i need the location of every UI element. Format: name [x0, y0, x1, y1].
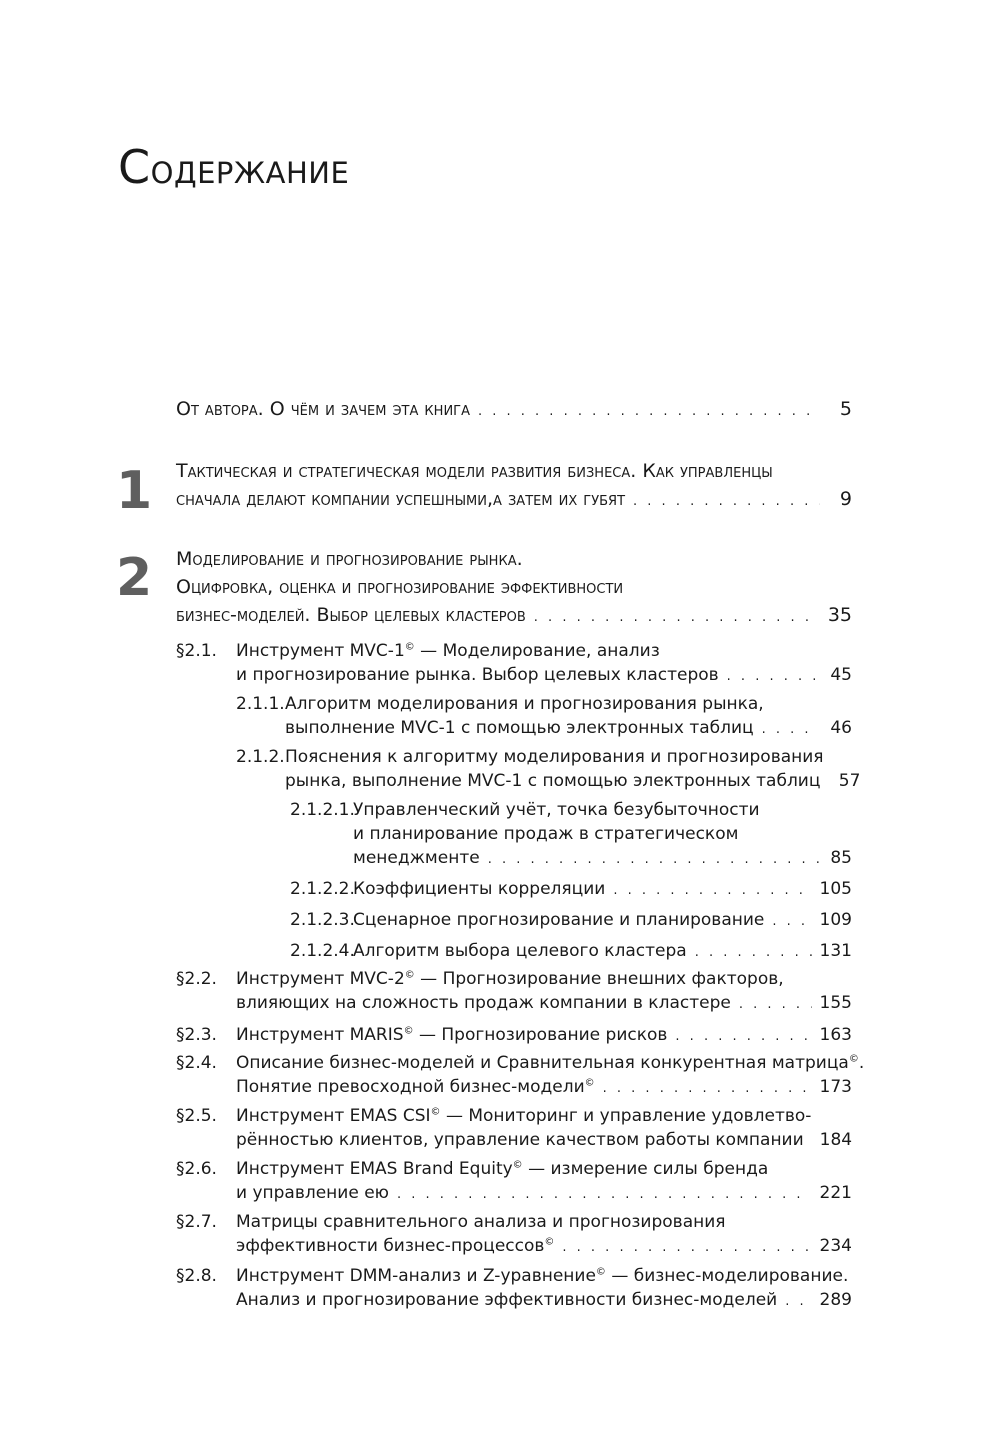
toc-entry-text: рынка, выполнение MVC-1 с помощью электронных таблиц — [285, 771, 821, 791]
section-number: 2.1.2.1. — [290, 800, 355, 820]
leader-dots — [613, 883, 811, 898]
toc-page-number: 163 — [819, 1025, 852, 1045]
toc-entry-2-3[interactable] — [236, 1025, 852, 1045]
toc-entry-text: Алгоритм моделирования и прогнозирования рынка, — [285, 694, 764, 714]
toc-entry-text: Инструмент EMAS CSI© — Мониторинг и управление удовлетво- — [236, 1106, 812, 1126]
section-number: §2.5. — [176, 1106, 217, 1126]
toc-entry-text: и управление ею — [236, 1183, 389, 1203]
toc-entry-chapter-1[interactable] — [176, 488, 852, 510]
toc-page-number: 5 — [839, 398, 852, 420]
toc-entry-text: Инструмент EMAS Brand Equity© — измерение силы бренда — [236, 1159, 769, 1179]
toc-entry-text: Матрицы сравнительного анализа и прогнозирования — [236, 1212, 726, 1232]
section-number: §2.3. — [176, 1025, 217, 1045]
leader-dots — [695, 945, 812, 960]
leader-dots — [785, 1294, 811, 1309]
toc-page-number: 35 — [827, 604, 852, 626]
chapter-number: 1 — [116, 461, 153, 521]
toc-page-number: 173 — [819, 1077, 852, 1097]
toc-entry-text: эффективности бизнес-процессов© — [236, 1236, 555, 1256]
toc-entry-2-6[interactable] — [236, 1183, 852, 1203]
toc-entry-2-8[interactable] — [236, 1290, 852, 1310]
section-number: §2.1. — [176, 641, 217, 661]
section-number: 2.1.2.3. — [290, 910, 355, 930]
toc-entry-text: бизнес-моделей. Выбор целевых кластеров — [176, 604, 526, 626]
toc-entry-text: Тактическая и стратегическая модели развития бизнеса. Как управленцы — [176, 460, 773, 482]
leader-dots — [488, 852, 820, 867]
toc-page-number: 46 — [830, 718, 852, 738]
toc-page-number: 289 — [819, 1290, 852, 1310]
toc-entry-2-2[interactable] — [236, 993, 852, 1013]
toc-entry-text: Инструмент MVC-1© — Моделирование, анализ — [236, 641, 660, 661]
toc-page-number: 234 — [819, 1236, 852, 1256]
toc-entry-text: влияющих на сложность продаж компании в кластере — [236, 993, 731, 1013]
toc-entry-2-7[interactable] — [236, 1236, 852, 1256]
toc-entry-2-1-1[interactable] — [285, 718, 852, 738]
section-number: §2.8. — [176, 1266, 217, 1286]
toc-entry-text: Анализ и прогнозирование эффективности бизнес-моделей — [236, 1290, 778, 1310]
toc-entry-text: Алгоритм выбора целевого кластера — [353, 941, 687, 961]
section-number: 2.1.2.4. — [290, 941, 355, 961]
leader-dots — [739, 997, 812, 1012]
toc-entry-text: Оцифровка, оценка и прогнозирование эффективности — [176, 576, 624, 598]
section-number: 2.1.2. — [236, 747, 285, 767]
toc-entry-text: Сценарное прогнозирование и планирование — [353, 910, 765, 930]
section-number: §2.6. — [176, 1159, 217, 1179]
leader-dots — [772, 914, 811, 929]
toc-entry-text: и планирование продаж в стратегическом — [353, 824, 739, 844]
toc-page-number: 109 — [819, 910, 852, 930]
leader-dots — [603, 1081, 812, 1096]
leader-dots — [675, 1029, 811, 1044]
toc-page-number: 184 — [819, 1130, 853, 1150]
toc-entry-text: менеджменте — [353, 848, 480, 868]
toc-page-number: 105 — [819, 879, 852, 899]
toc-entry-2-1-2-2[interactable] — [290, 879, 852, 899]
toc-entry-text: Инструмент DMM-анализ и Z-уравнение© — бизнес-моделирование. — [236, 1266, 849, 1286]
toc-page-number: 9 — [839, 488, 852, 510]
leader-dots — [562, 1240, 811, 1255]
toc-entry-text: От автора. О чём и зачем эта книга — [176, 398, 470, 420]
chapter-number: 2 — [116, 548, 153, 608]
toc-entry-2-1-2-1[interactable] — [353, 848, 852, 868]
toc-entry-text: выполнение MVC-1 с помощью электронных таблиц — [285, 718, 754, 738]
leader-dots — [397, 1187, 812, 1202]
section-number: 2.1.1. — [236, 694, 285, 714]
toc-entry-2-4[interactable] — [236, 1077, 852, 1097]
toc-entry-2-1-2[interactable] — [285, 771, 861, 791]
toc-entry-preface[interactable] — [176, 398, 852, 420]
section-number: §2.7. — [176, 1212, 217, 1232]
toc-entry-text: Пояснения к алгоритму моделирования и прогнозирования — [285, 747, 824, 767]
toc-page-number: 155 — [819, 993, 852, 1013]
toc-entry-text: сначала делают компании успешными,а затем их губят — [176, 488, 626, 510]
toc-entry-text: Понятие превосходной бизнес-модели© — [236, 1077, 595, 1097]
section-number: 2.1.2.2. — [290, 879, 355, 899]
toc-entry-2-5[interactable] — [236, 1130, 852, 1150]
section-number: §2.2. — [176, 969, 217, 989]
toc-page-number: 131 — [819, 941, 852, 961]
toc-entry-chapter-2[interactable] — [176, 604, 852, 626]
leader-dots — [633, 494, 820, 509]
toc-entry-text: Коэффициенты корреляции — [353, 879, 606, 899]
leader-dots — [762, 722, 820, 737]
toc-entry-2-1-2-4[interactable] — [290, 941, 852, 961]
toc-entry-2-1-2-3[interactable] — [290, 910, 852, 930]
leader-dots — [727, 669, 820, 684]
toc-entry-2-1[interactable] — [236, 665, 852, 685]
toc-entry-text: Описание бизнес-моделей и Сравнительная конкурентная матрица©. — [236, 1053, 865, 1073]
toc-entry-text: Инструмент MARIS© — Прогнозирование рисков — [236, 1025, 668, 1045]
toc-page-number: 57 — [838, 771, 861, 791]
toc-entry-text: и прогнозирование рынка. Выбор целевых кластеров — [236, 665, 719, 685]
toc-page-number: 85 — [830, 848, 852, 868]
page-title: Содержание — [118, 140, 350, 194]
toc-entry-text: Инструмент MVC-2© — Прогнозирование внешних факторов, — [236, 969, 784, 989]
toc-page-number: 221 — [819, 1183, 852, 1203]
toc-entry-text: рённостью клиентов, управление качеством работы компании — [236, 1130, 804, 1150]
leader-dots — [534, 610, 820, 625]
toc-page-number: 45 — [830, 665, 852, 685]
toc-entry-text: Моделирование и прогнозирование рынка. — [176, 548, 523, 570]
section-number: §2.4. — [176, 1053, 217, 1073]
leader-dots — [478, 404, 820, 419]
toc-entry-text: Управленческий учёт, точка безубыточности — [353, 800, 760, 820]
